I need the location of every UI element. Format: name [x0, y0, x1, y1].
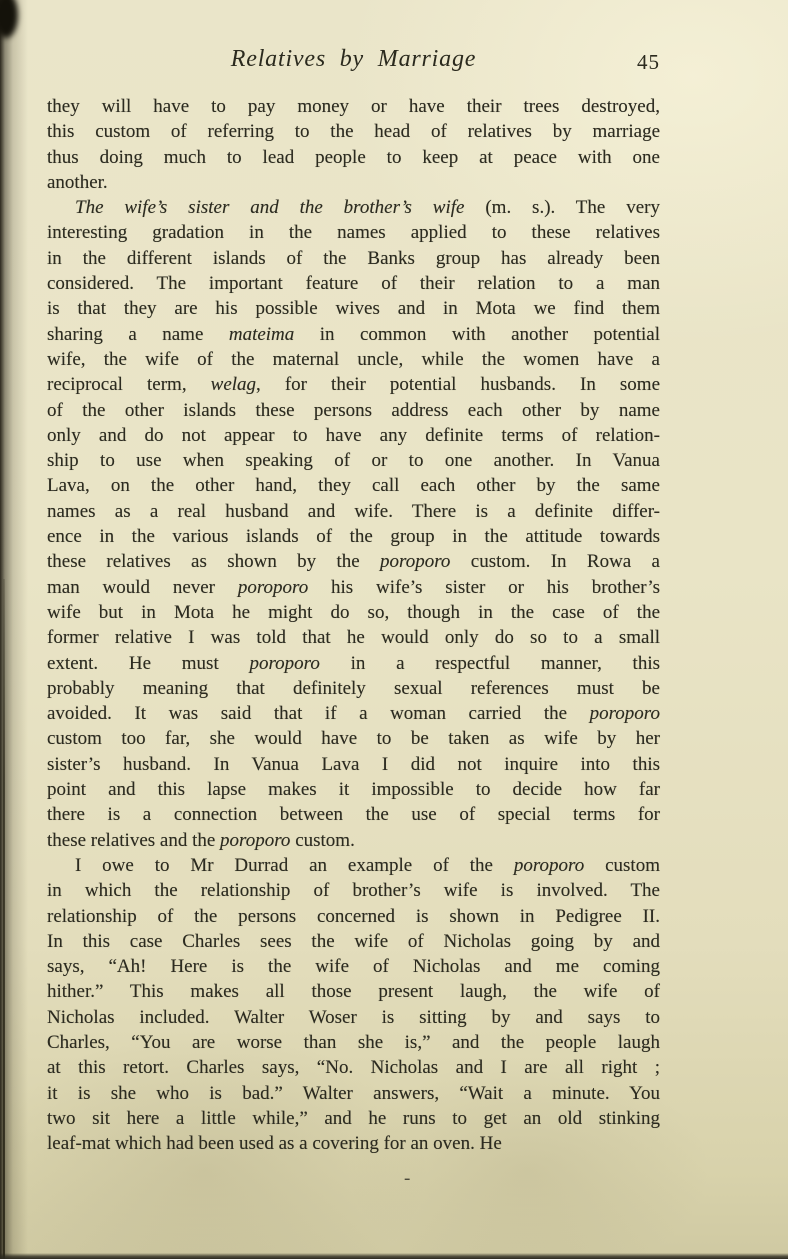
book-page [47, 0, 660, 1156]
text-segment: they will have to pay money or have their trees destroyed, [47, 96, 660, 117]
italic-term: mateima [228, 323, 295, 345]
text-line [47, 220, 660, 245]
paragraph [47, 853, 660, 1157]
text-line [47, 549, 660, 574]
text-segment: hither.” This makes all those present laugh, the wife of [47, 981, 660, 1003]
text-segment: considered. The important feature of their relation to a man [47, 273, 660, 295]
italic-term: The wife’s sister and the brother’s wife [75, 197, 465, 219]
page-title: Relatives by Marriage [230, 46, 477, 72]
text-line [47, 777, 660, 802]
text-line [47, 752, 660, 777]
text-segment: Lava, on the other hand, they call each other by the same [47, 475, 660, 497]
text-segment: two sit here a little while,” and he runs to get an old stinking [47, 1107, 660, 1129]
text-line [47, 600, 660, 625]
text-segment: point and this lapse makes it impossible to decide how far [47, 779, 660, 801]
text-line [47, 170, 660, 195]
text-segment: extent. He must [47, 652, 250, 674]
text-line [47, 448, 660, 473]
page-gutter-line [3, 579, 5, 1259]
text-segment: his wife’s sister or his brother’s [308, 576, 660, 598]
text-segment: former relative I was told that he would only do so to a small [47, 627, 660, 649]
text-line [47, 473, 660, 498]
text-segment: names as a real husband and wife. There is a definite differ- [47, 500, 660, 522]
text-line [47, 271, 660, 296]
text-segment: interesting gradation in the names applied to these relatives [47, 222, 660, 244]
text-segment: sister’s husband. In Vanua Lava I did not inquire into this [47, 753, 660, 775]
text-segment: sharing a name [47, 323, 229, 345]
text-line [47, 954, 660, 979]
italic-term: poroporo [237, 576, 309, 598]
italic-term: poroporo [249, 652, 320, 674]
italic-term: poroporo [380, 551, 451, 573]
text-segment: (m. s.). The very [464, 197, 660, 219]
text-segment: man would never [47, 576, 238, 598]
text-line [47, 119, 660, 144]
text-segment: I owe to Mr Durrad an example of the [75, 854, 514, 876]
text-line [47, 575, 660, 600]
text-segment: in common with another potential [294, 323, 660, 345]
text-segment: custom too far, she would have to be taken as wife by her [47, 728, 660, 750]
text-segment: , for their potential husbands. In some [256, 374, 661, 396]
text-line [47, 398, 660, 423]
text-line [47, 651, 660, 676]
text-line [47, 701, 660, 726]
italic-term: welag [210, 374, 257, 396]
text-line [47, 524, 660, 549]
text-line [47, 1030, 660, 1055]
text-segment: these relatives and the [47, 829, 221, 851]
text-line [47, 1055, 660, 1080]
text-line [47, 94, 660, 119]
text-segment: avoided. It was said that if a woman carried the [47, 703, 590, 725]
text-segment: custom [584, 854, 660, 876]
text-segment: in the different islands of the Banks group has already been [47, 247, 660, 269]
text-line [47, 423, 660, 448]
text-segment: at this retort. Charles says, “No. Nicholas and I are all right ; [47, 1057, 660, 1079]
print-artifact-dash: - [404, 1168, 411, 1189]
text-line [47, 296, 660, 321]
text-line [47, 676, 660, 701]
text-segment: Charles, “You are worse than she is,” and the people laugh [47, 1031, 660, 1053]
text-segment: thus doing much to lead people to keep at peace with one [47, 146, 660, 168]
text-segment: custom. In Rowa a [450, 551, 660, 573]
text-line [47, 625, 660, 650]
text-segment: probably meaning that definitely sexual references must be [47, 677, 660, 699]
text-segment: reciprocal term, [47, 374, 211, 396]
text-line [47, 904, 660, 929]
text-segment: wife, the wife of the maternal uncle, while the women have a [47, 348, 660, 370]
text-segment: ship to use when speaking of or to one another. In Vanua [47, 450, 660, 472]
text-line [47, 853, 660, 878]
text-line [47, 322, 660, 347]
text-segment: Nicholas included. Walter Woser is sitting by and says to [47, 1006, 660, 1028]
paragraph [47, 195, 660, 853]
text-line [47, 979, 660, 1004]
text-segment: custom. [290, 829, 355, 851]
text-segment: says, “Ah! Here is the wife of Nicholas and me coming [47, 956, 660, 978]
text-segment: is that they are his possible wives and in Mota we find them [47, 298, 660, 320]
text-segment: only and do not appear to have any definite terms of relation- [47, 424, 660, 446]
italic-term: poroporo [589, 703, 660, 725]
text-segment: In this case Charles sees the wife of Nicholas going by and [47, 930, 660, 952]
page-bottom-edge [0, 1253, 788, 1259]
text-line [47, 499, 660, 524]
text-segment: of the other islands these persons address each other by name [47, 399, 660, 421]
text-segment: in which the relationship of brother’s wife is involved. The [47, 880, 660, 902]
text-segment: in a respectful manner, this [319, 652, 661, 674]
text-line [47, 195, 660, 220]
text-line [47, 246, 660, 271]
text-line [47, 828, 660, 853]
text-line [47, 878, 660, 903]
text-segment: these relatives as shown by the [47, 551, 381, 573]
text-segment: another. [47, 171, 108, 193]
text-segment: leaf-mat which had been used as a covering for an oven. He [47, 1133, 502, 1155]
text-line [47, 726, 660, 751]
text-line [47, 929, 660, 954]
italic-term: poroporo [220, 829, 291, 851]
text-segment: this custom of referring to the head of relatives by marriage [47, 121, 660, 143]
text-line [47, 347, 660, 372]
running-header [47, 46, 660, 80]
text-segment: it is she who is bad.” Walter answers, “Wait a minute. You [47, 1082, 660, 1104]
page-number: 45 [637, 50, 660, 74]
text-line [47, 1106, 660, 1131]
text-segment: ence in the various islands of the group in the attitude towards [47, 526, 660, 548]
text-line [47, 1005, 660, 1030]
text-segment: there is a connection between the use of special terms for [47, 804, 660, 826]
italic-term: poroporo [513, 854, 585, 876]
text-line [47, 1131, 660, 1156]
text-line [47, 802, 660, 827]
text-line [47, 1081, 660, 1106]
page-body [47, 94, 660, 1156]
text-line [47, 372, 660, 397]
text-line [47, 145, 660, 170]
paragraph [47, 94, 660, 195]
text-segment: wife but in Mota he might do so, though in the case of the [47, 601, 660, 623]
text-segment: relationship of the persons concerned is shown in Pedigree II. [47, 905, 660, 927]
